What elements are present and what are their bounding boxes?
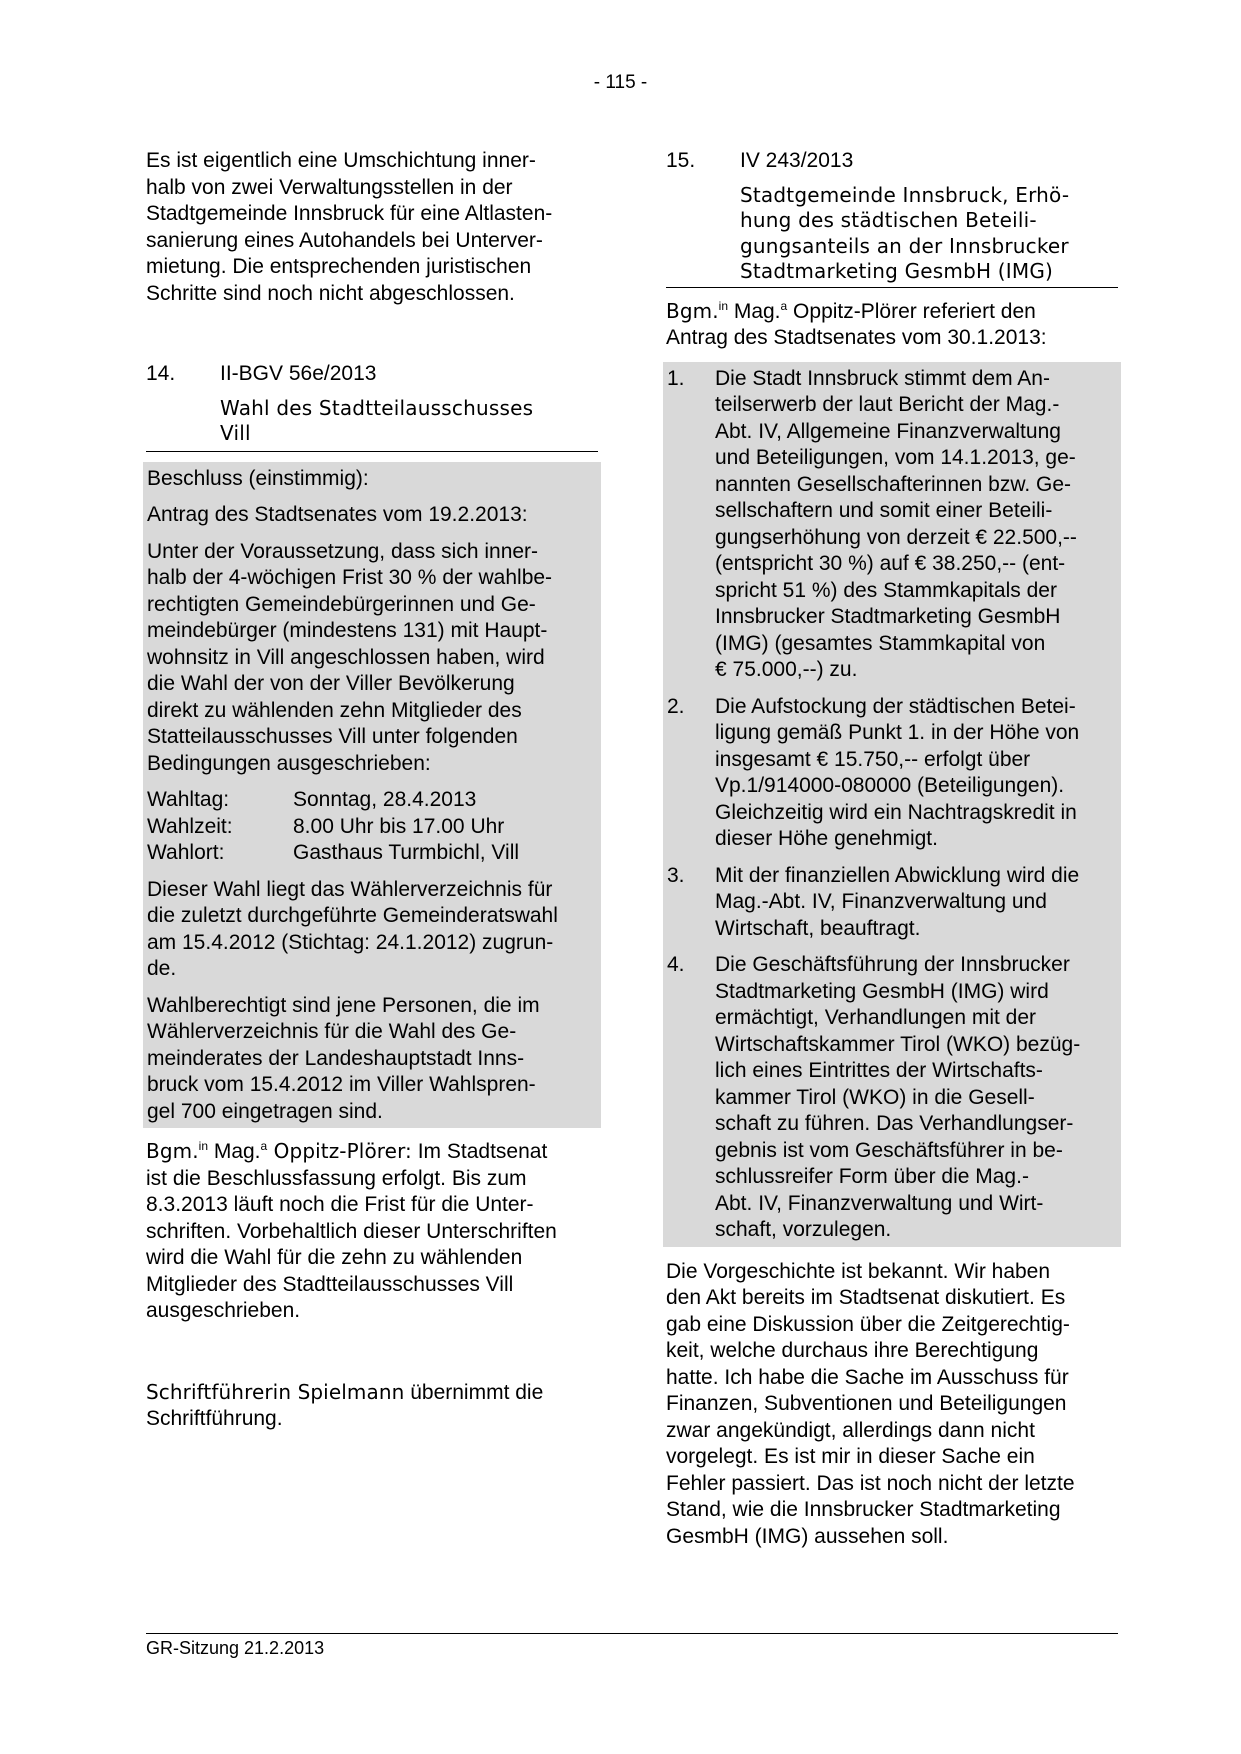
- text-line: ist die Beschlussfassung erfolgt. Bis zum: [146, 1166, 527, 1190]
- right-column: [666, 148, 1118, 1550]
- text-line: wird die Wahl für die zehn zu wählenden: [146, 1246, 523, 1269]
- text-line: Oppitz-Plörer referiert den: [787, 299, 1036, 323]
- section-title: [220, 396, 598, 447]
- text-line: Die Geschäftsführung der Innsbrucker: [715, 953, 1070, 976]
- text-line: 8.3.2013 läuft noch die Frist für die Unter-: [146, 1193, 534, 1216]
- text-line: Die Vorgeschichte ist bekannt. Wir haben: [666, 1259, 1051, 1283]
- item-text: [715, 863, 1117, 943]
- text-line: Mag.-Abt. IV, Finanzverwaltung und: [715, 890, 1047, 913]
- item-number: 1.: [667, 366, 685, 390]
- text-line: die zuletzt durchgeführte Gemeinderatswahl: [147, 904, 558, 927]
- section-number: 15.: [666, 149, 696, 172]
- superscript: in: [198, 1139, 208, 1153]
- condition-paragraph: [147, 539, 597, 778]
- superscript: a: [260, 1139, 268, 1153]
- motion-item-3: [667, 863, 1117, 943]
- text-line: dieser Höhe genehmigt.: [715, 827, 938, 850]
- speaker-title: Bgm.: [146, 1139, 199, 1163]
- election-time-label: Wahlzeit:: [147, 814, 233, 838]
- speaker-title: Bgm.: [666, 298, 719, 323]
- text-line: ermächtigt, Verhandlungen mit der: [715, 1006, 1037, 1029]
- text-line: ligung gemäß Punkt 1. in der Höhe von: [715, 721, 1080, 744]
- speaker-line: [146, 1379, 598, 1407]
- election-day-value: Sonntag, 28.4.2013: [293, 788, 477, 811]
- election-place-label: Wahlort:: [147, 841, 225, 864]
- eligibility-paragraph: [147, 993, 597, 1126]
- superscript: a: [780, 298, 788, 313]
- text-line: Innsbrucker Stadtmarketing GesmbH: [715, 605, 1061, 628]
- text-line: am 15.4.2012 (Stichtag: 24.1.2012) zugrun-: [147, 930, 554, 954]
- text-line: ausgeschrieben.: [146, 1299, 301, 1322]
- title-line: hung des städtischen Beteili-: [740, 208, 1037, 232]
- text-line: Statteilausschusses Vill unter folgenden: [147, 725, 518, 748]
- text-line: meinderates der Landeshauptstadt Inns-: [147, 1046, 525, 1070]
- left-column: [146, 148, 598, 1433]
- text-line: Stadtgemeinde Innsbruck für eine Altlasten-: [146, 202, 553, 225]
- text-line: Bedingungen ausgeschrieben:: [147, 751, 431, 775]
- text-line: teilserwerb der laut Bericht der Mag.-: [715, 393, 1060, 416]
- election-details: [147, 787, 597, 867]
- text-line: keit, welche durchaus ihre Berechtigung: [666, 1339, 1039, 1362]
- text-line: Mit der finanziellen Abwicklung wird die: [715, 863, 1080, 887]
- section-title: [740, 183, 1118, 285]
- section-reference: II-BGV 56e/2013: [220, 362, 377, 385]
- item-text: [715, 952, 1117, 1244]
- motion-item-2: [667, 694, 1117, 853]
- text-line: gungserhöhung von derzeit € 22.500,--: [715, 525, 1077, 549]
- text-line: meindebürger (mindestens 131) mit Haupt-: [147, 619, 548, 642]
- text-line: schriften. Vorbehaltlich dieser Unterschriften: [146, 1219, 557, 1243]
- text-line: Antrag des Stadtsenates vom 30.1.2013:: [666, 326, 1047, 349]
- text-line: und Beteiligungen, vom 14.1.2013, ge-: [715, 446, 1076, 469]
- speaker-name: Schriftführerin Spielmann: [146, 1379, 405, 1404]
- mayor-statement: [146, 1138, 598, 1325]
- speaker-degree: Mag.: [728, 299, 781, 323]
- speaker-degree: Mag.: [208, 1140, 261, 1163]
- election-place-value: Gasthaus Turmbichl, Vill: [293, 841, 520, 864]
- text-line: Abt. IV, Allgemeine Finanzverwaltung: [715, 419, 1061, 443]
- text-line: spricht 51 %) des Stammkapitals der: [715, 578, 1057, 602]
- text-line: Gleichzeitig wird ein Nachtragskredit in: [715, 800, 1077, 824]
- motion-date: Antrag des Stadtsenates vom 19.2.2013:: [147, 503, 528, 526]
- text-line: sanierung eines Autohandels bei Unterver-: [146, 228, 543, 252]
- text-line: gab eine Diskussion über die Zeitgerechtig-: [666, 1312, 1070, 1336]
- text-line: nannten Gesellschafterinnen bzw. Ge-: [715, 472, 1072, 496]
- title-line: Stadtmarketing GesmbH (IMG): [740, 259, 1054, 283]
- text-line: (entspricht 30 %) auf € 38.250,-- (ent-: [715, 552, 1066, 575]
- section-number: 14.: [146, 362, 176, 385]
- text-line: Vp.1/914000-080000 (Beteiligungen).: [715, 774, 1065, 797]
- election-day-label: Wahltag:: [147, 788, 230, 811]
- text-line: Es ist eigentlich eine Umschichtung inner-: [146, 149, 536, 172]
- motion-item-1: [667, 366, 1117, 684]
- text-line: bruck vom 15.4.2012 im Viller Wahlspren-: [147, 1073, 536, 1096]
- text-line: übernimmt die: [404, 1380, 544, 1404]
- superscript: in: [718, 298, 728, 313]
- text-line: GesmbH (IMG) aussehen soll.: [666, 1524, 949, 1548]
- item-text: [715, 366, 1117, 684]
- text-line: mietung. Die entsprechenden juristischen: [146, 255, 532, 278]
- text-line: schaft, vorzulegen.: [715, 1218, 892, 1241]
- section-15-heading: [666, 148, 1118, 288]
- text-line: hatte. Ich habe die Sache im Ausschuss für: [666, 1365, 1069, 1389]
- title-line: gungsanteils an der Innsbrucker: [740, 233, 1069, 258]
- text-line: Stand, wie die Innsbrucker Stadtmarketing: [666, 1498, 1061, 1521]
- motion-box: [663, 362, 1121, 1247]
- text-line: Fehler passiert. Das ist noch nicht der letzte: [666, 1471, 1075, 1495]
- text-line: schaft zu führen. Das Verhandlungser-: [715, 1112, 1074, 1135]
- text-line: vorgelegt. Es ist mir in dieser Sache ein: [666, 1445, 1035, 1468]
- resolution-label: Beschluss (einstimmig):: [147, 466, 369, 490]
- text-line: Wahlberechtigt sind jene Personen, die im: [147, 993, 540, 1017]
- text-line: sellschaftern und somit einer Beteili-: [715, 499, 1053, 522]
- text-line: den Akt bereits im Stadtsenat diskutiert. Es: [666, 1286, 1066, 1309]
- text-line: Schriftführung.: [146, 1407, 283, 1430]
- text-line: Die Stadt Innsbruck stimmt dem An-: [715, 366, 1050, 390]
- text-line: halb der 4-wöchigen Frist 30 % der wahlbe-: [147, 566, 553, 589]
- speaker-line: [146, 1138, 598, 1166]
- text-line: halb von zwei Verwaltungsstellen in der: [146, 175, 513, 199]
- title-line: Stadtgemeinde Innsbruck, Erhö-: [740, 182, 1070, 207]
- page-number: - 115 -: [593, 72, 648, 93]
- speaker-line: [666, 298, 1118, 326]
- title-line: Wahl des Stadtteilausschusses: [220, 395, 534, 420]
- text-line: die Wahl der von der Viller Bevölkerung: [147, 672, 515, 695]
- section-reference: IV 243/2013: [740, 149, 854, 172]
- text-line: gebnis ist vom Geschäftsführer in be-: [715, 1138, 1063, 1162]
- item-number: 3.: [667, 863, 685, 887]
- text-line: € 75.000,--) zu.: [715, 658, 858, 681]
- text-line: insgesamt € 15.750,-- erfolgt über: [715, 747, 1031, 771]
- title-line: Vill: [220, 421, 251, 445]
- text-line: wohnsitz in Vill angeschlossen haben, wird: [147, 645, 545, 669]
- text-line: Wirtschaftskammer Tirol (WKO) bezüg-: [715, 1032, 1081, 1056]
- text-line: de.: [147, 957, 177, 980]
- text-line: Dieser Wahl liegt das Wählerverzeichnis für: [147, 877, 553, 901]
- text-line: Unter der Voraussetzung, dass sich inner-: [147, 539, 539, 563]
- text-line: rechtigten Gemeindebürgerinnen und Ge-: [147, 592, 536, 616]
- text-line: Finanzen, Subventionen und Beteiligungen: [666, 1392, 1067, 1415]
- voter-register-paragraph: [147, 877, 597, 983]
- text-line: kammer Tirol (WKO) in die Gesell-: [715, 1085, 1035, 1109]
- text-line: gel 700 eingetragen sind.: [147, 1099, 383, 1123]
- text-line: (IMG) (gesamtes Stammkapital von: [715, 631, 1046, 655]
- page-footer: GR-Sitzung 21.2.2013: [146, 1633, 1118, 1659]
- text-line: Abt. IV, Finanzverwaltung und Wirt-: [715, 1191, 1044, 1215]
- text-line: Die Aufstockung der städtischen Betei-: [715, 694, 1076, 718]
- text-line: Wählerverzeichnis für die Wahl des Ge-: [147, 1020, 517, 1043]
- text-line: schlussreifer Form über die Mag.-: [715, 1165, 1029, 1188]
- text-line: Mitglieder des Stadtteilausschusses Vill: [146, 1272, 514, 1296]
- item-number: 4.: [667, 953, 685, 976]
- section-14-heading: [146, 361, 598, 452]
- item-number: 2.: [667, 694, 685, 718]
- text-line: Stadtmarketing GesmbH (IMG) wird: [715, 979, 1049, 1003]
- text-line: Wirtschaft, beauftragt.: [715, 916, 921, 940]
- text-line: direkt zu wählenden zehn Mitglieder des: [147, 698, 522, 722]
- text-line: zwar angekündigt, allerdings dann nicht: [666, 1418, 1035, 1442]
- item-text: [715, 694, 1117, 853]
- intro-paragraph: [146, 148, 598, 307]
- discussion-paragraph: [666, 1259, 1118, 1551]
- text-line: Im Stadtsenat: [411, 1140, 548, 1163]
- election-time-value: 8.00 Uhr bis 17.00 Uhr: [293, 814, 505, 838]
- text-line: lich eines Eintrittes der Wirtschafts-: [715, 1059, 1043, 1082]
- motion-item-4: [667, 952, 1117, 1244]
- resolution-box: [143, 462, 601, 1129]
- motion-intro: [666, 298, 1118, 352]
- text-line: Schritte sind noch nicht abgeschlossen.: [146, 281, 515, 305]
- minutes-keeper-note: [146, 1379, 598, 1433]
- speaker-name: Oppitz-Plörer:: [267, 1139, 412, 1163]
